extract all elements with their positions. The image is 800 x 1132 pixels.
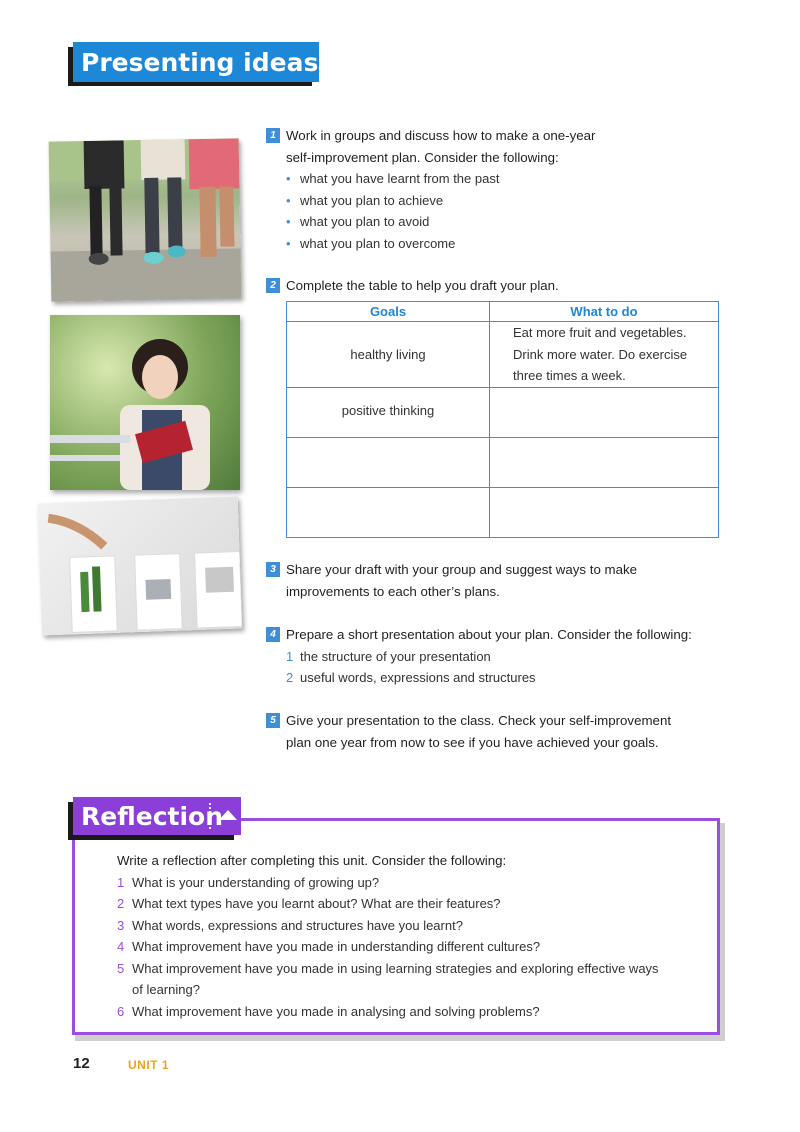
table-cell-goal <box>287 488 490 538</box>
banner-separator <box>357 48 359 76</box>
task-1-line-2: self-improvement plan. Consider the following: <box>286 149 559 165</box>
table-row <box>287 488 719 538</box>
table-cell-todo <box>490 388 719 438</box>
table-row <box>287 438 719 488</box>
task-1-bullet: • what you have learnt from the past <box>286 168 726 190</box>
presenting-ideas-title: Presenting ideas <box>81 47 319 77</box>
task-number-badge: 1 <box>266 128 280 143</box>
table-cell-goal <box>287 438 490 488</box>
task-3 <box>266 559 726 602</box>
task-4-item: 1 the structure of your presentation <box>286 648 491 664</box>
todo-line: Drink more water. Do exercise <box>513 346 688 362</box>
task-number-badge: 2 <box>266 278 280 293</box>
task-5-line-1: Give your presentation to the class. Check your self-improvement <box>286 713 672 728</box>
task-number-badge: 3 <box>266 562 280 577</box>
presenting-ideas-banner <box>73 42 319 82</box>
reflection-intro: Write a reflection after completing this unit. Consider the following: <box>117 853 507 868</box>
reflection-item: 6 What improvement have you made in analysing and solving problems? <box>117 1003 540 1019</box>
reflection-item: 3 What words, expressions and structures have you learnt? <box>117 917 463 933</box>
reflection-item-continuation: of learning? <box>132 982 200 997</box>
unit-label: UNIT 1 <box>128 1058 170 1072</box>
table-cell-todo <box>490 322 719 388</box>
table-header-row <box>287 302 719 322</box>
table-cell-goal: positive thinking <box>287 388 490 438</box>
reflection-content <box>117 850 707 1022</box>
todo-line: three times a week. <box>513 368 626 384</box>
reflection-banner <box>73 797 241 835</box>
task-number-badge: 5 <box>266 713 280 728</box>
table-header-what-to-do: What to do <box>490 302 719 322</box>
todo-line: Eat more fruit and vegetables. <box>513 325 687 341</box>
task-4 <box>266 624 726 689</box>
table-header-goals: Goals <box>287 302 490 322</box>
running-photo <box>49 138 242 301</box>
corner-triangle-icon <box>369 55 383 69</box>
table-cell-goal: healthy living <box>287 322 490 388</box>
task-3-line-2: improvements to each other’s plans. <box>286 583 500 599</box>
task-5 <box>266 710 726 753</box>
task-1 <box>266 125 726 254</box>
reading-woman-photo <box>50 315 240 490</box>
task-4-item: 2 useful words, expressions and structures <box>286 670 536 685</box>
table-cell-todo <box>490 438 719 488</box>
reflection-item: 2 What text types have you learnt about? What are their features? <box>117 896 501 911</box>
table-cell-todo <box>490 488 719 538</box>
reflection-item: 5 What improvement have you made in using learning strategies and exploring effective ways <box>117 960 659 976</box>
table-row <box>287 322 719 388</box>
task-5-line-2: plan one year from now to see if you have achieved your goals. <box>286 734 659 750</box>
reflection-title: Reflection <box>81 801 224 831</box>
task-2 <box>266 275 726 297</box>
task-1-bullet: • what you plan to overcome <box>286 233 726 255</box>
task-4-text: Prepare a short presentation about your plan. Consider the following: <box>286 627 692 642</box>
task-2-text: Complete the table to help you draft your plan. <box>286 278 559 293</box>
reflection-item: 4 What improvement have you made in understanding different cultures? <box>117 939 541 954</box>
page-number: 12 <box>73 1055 90 1072</box>
recycling-bins-photo <box>38 497 242 636</box>
task-3-line-1: Share your draft with your group and suggest ways to make <box>286 562 638 577</box>
task-number-badge: 4 <box>266 627 280 642</box>
plan-table <box>286 301 719 538</box>
task-1-line-1: Work in groups and discuss how to make a one-year <box>286 128 596 143</box>
triangle-up-icon <box>218 809 238 821</box>
task-1-bullet: • what you plan to avoid <box>286 211 726 233</box>
table-row <box>287 388 719 438</box>
banner-separator <box>209 803 211 829</box>
task-1-bullet: • what you plan to achieve <box>286 190 726 212</box>
reflection-item: 1 What is your understanding of growing up? <box>117 874 380 890</box>
